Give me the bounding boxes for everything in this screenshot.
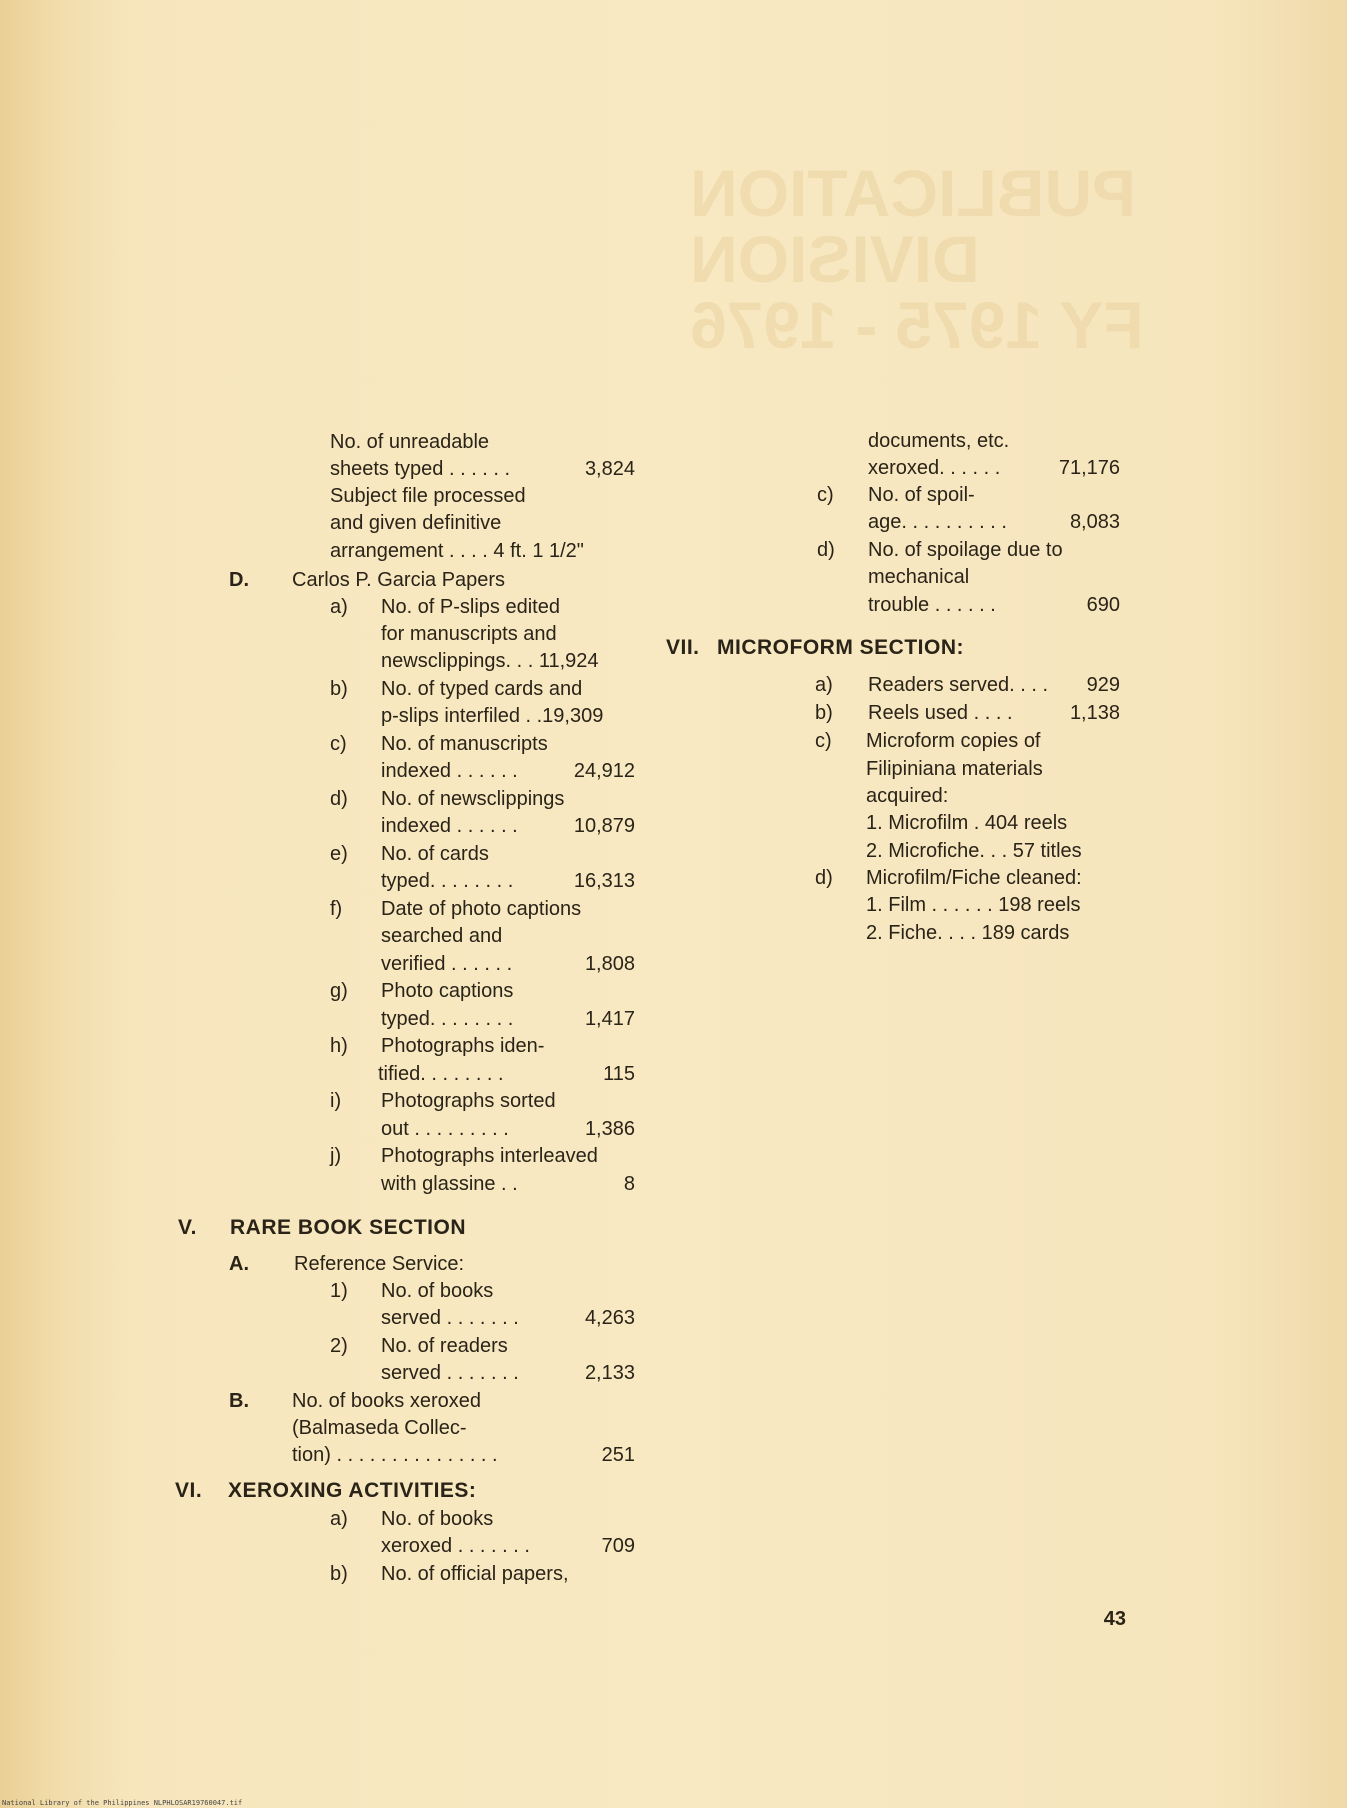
item-label: g) <box>330 980 348 1002</box>
text-line: No. of spoil- <box>868 484 975 506</box>
text-line: Microfilm/Fiche cleaned: <box>866 867 1082 889</box>
item-label: c) <box>330 733 347 755</box>
item-label: c) <box>817 484 834 506</box>
text-line: verified . . . . . . <box>381 953 513 975</box>
text-line: indexed . . . . . . <box>381 760 518 782</box>
value: 8 <box>623 1173 635 1195</box>
text-line: served . . . . . . . <box>381 1307 519 1329</box>
text-line: age. . . . . . . . . . <box>868 511 1007 533</box>
text-line: No. of books xeroxed <box>292 1390 481 1412</box>
item-label: a) <box>815 674 833 696</box>
text-line: No. of books <box>381 1280 494 1302</box>
scan-footer: National Library of the Philippines NLPHLOSAR19760047.tif <box>2 1799 243 1807</box>
text-line: trouble . . . . . . <box>868 594 996 616</box>
page-number: 43 <box>1103 1608 1126 1630</box>
item-label: e) <box>330 843 348 865</box>
text-line: No. of spoilage due to <box>868 539 1063 561</box>
value: 2,133 <box>584 1362 635 1384</box>
text-line: No. of newsclippings <box>381 788 565 810</box>
item-label: b) <box>330 678 348 700</box>
text-line: xeroxed . . . . . . . <box>381 1535 530 1557</box>
text-line: No. of manuscripts <box>381 733 548 755</box>
text-line: for manuscripts and <box>381 623 557 645</box>
item-label: d) <box>817 539 835 561</box>
item-label: h) <box>330 1035 348 1057</box>
value: 4,263 <box>584 1307 635 1329</box>
value: 3,824 <box>584 458 635 480</box>
value: 709 <box>601 1535 635 1557</box>
text-line: Photo captions <box>381 980 514 1002</box>
value: 690 <box>1086 594 1120 616</box>
text-line: typed. . . . . . . . <box>381 1008 514 1030</box>
section-letter: D. <box>229 569 249 591</box>
section-letter: B. <box>229 1390 249 1412</box>
value: 1,138 <box>1069 702 1120 724</box>
text-line: with glassine . . <box>381 1173 518 1195</box>
value: 1,386 <box>584 1118 635 1140</box>
text-line: tion) . . . . . . . . . . . . . . . <box>292 1444 498 1466</box>
value: 251 <box>601 1444 635 1466</box>
value: 115 <box>603 1063 635 1085</box>
text-line: Subject file processed <box>330 485 526 507</box>
text-line: served . . . . . . . <box>381 1362 519 1384</box>
text-line: Photographs sorted <box>381 1090 556 1112</box>
text-line: (Balmaseda Collec- <box>292 1417 467 1439</box>
text-line: No. of cards <box>381 843 489 865</box>
item-label: j) <box>330 1145 342 1167</box>
item-label: d) <box>815 867 833 889</box>
text-line: sheets typed . . . . . . <box>330 458 511 480</box>
section-heading: MICROFORM SECTION: <box>717 636 964 659</box>
value: 1,808 <box>584 953 635 975</box>
item-label: a) <box>330 596 348 618</box>
item-label: d) <box>330 788 348 810</box>
text-line: No. of typed cards and <box>381 678 583 700</box>
text-line: indexed . . . . . . <box>381 815 518 837</box>
text-line: Microform copies of <box>866 730 1041 752</box>
text-line: No. of P-slips edited <box>381 596 560 618</box>
value: 24,912 <box>573 760 635 782</box>
value: 71,176 <box>1058 457 1120 479</box>
item-label: i) <box>330 1090 342 1112</box>
text-line: arrangement . . . . 4 ft. 1 1/2" <box>330 540 584 562</box>
section-numeral: VII. <box>666 636 700 659</box>
bleed-through-watermark: PUBLICATION DIVISION FY 1975 - 1976 <box>690 156 1144 362</box>
item-label: 2) <box>330 1335 348 1357</box>
text-line: No. of readers <box>381 1335 508 1357</box>
text-line: Reels used . . . . <box>868 702 1013 724</box>
text-line: searched and <box>381 925 503 947</box>
section-heading: XEROXING ACTIVITIES: <box>228 1479 477 1502</box>
value: 929 <box>1086 674 1120 696</box>
text-line: No. of unreadable <box>330 431 490 453</box>
section-letter: A. <box>229 1253 249 1275</box>
item-label: c) <box>815 730 832 752</box>
item-label: b) <box>815 702 833 724</box>
section-numeral: VI. <box>175 1479 203 1502</box>
text-line: typed. . . . . . . . <box>381 870 514 892</box>
item-label: b) <box>330 1563 348 1585</box>
section-title: Carlos P. Garcia Papers <box>292 569 506 591</box>
text-line: No. of official papers, <box>381 1563 569 1585</box>
item-label: a) <box>330 1508 348 1530</box>
text-line: tified. . . . . . . . <box>378 1063 504 1085</box>
text-line: Readers served. . . . <box>868 674 1049 696</box>
text-line: p-slips interfiled . .19,309 <box>381 705 604 727</box>
text-line: Date of photo captions <box>381 898 582 920</box>
text-line: and given definitive <box>330 512 502 534</box>
text-line: Photographs interleaved <box>381 1145 598 1167</box>
text-line: 2. Microfiche. . . 57 titles <box>866 840 1082 862</box>
text-line: documents, etc. <box>868 430 1010 452</box>
value: 10,879 <box>573 815 635 837</box>
text-line: newsclippings. . . 11,924 <box>381 650 599 672</box>
value: 8,083 <box>1069 511 1120 533</box>
section-heading: RARE BOOK SECTION <box>230 1216 467 1239</box>
text-line: mechanical <box>868 566 970 588</box>
section-title: Reference Service: <box>294 1253 465 1275</box>
text-line: 2. Fiche. . . . 189 cards <box>866 922 1070 944</box>
text-line: xeroxed. . . . . . <box>868 457 1001 479</box>
item-label: f) <box>330 898 343 920</box>
text-line: 1. Microfilm . 404 reels <box>866 812 1068 834</box>
text-line: out . . . . . . . . . <box>381 1118 509 1140</box>
text-line: No. of books <box>381 1508 494 1530</box>
text-line: Filipiniana materials <box>866 758 1043 780</box>
item-label: 1) <box>330 1280 348 1302</box>
text-line: Photographs iden- <box>381 1035 545 1057</box>
value: 16,313 <box>573 870 635 892</box>
text-line: 1. Film . . . . . . 198 reels <box>866 894 1081 916</box>
section-numeral: V. <box>178 1216 197 1239</box>
value: 1,417 <box>584 1008 635 1030</box>
text-line: acquired: <box>866 785 949 807</box>
